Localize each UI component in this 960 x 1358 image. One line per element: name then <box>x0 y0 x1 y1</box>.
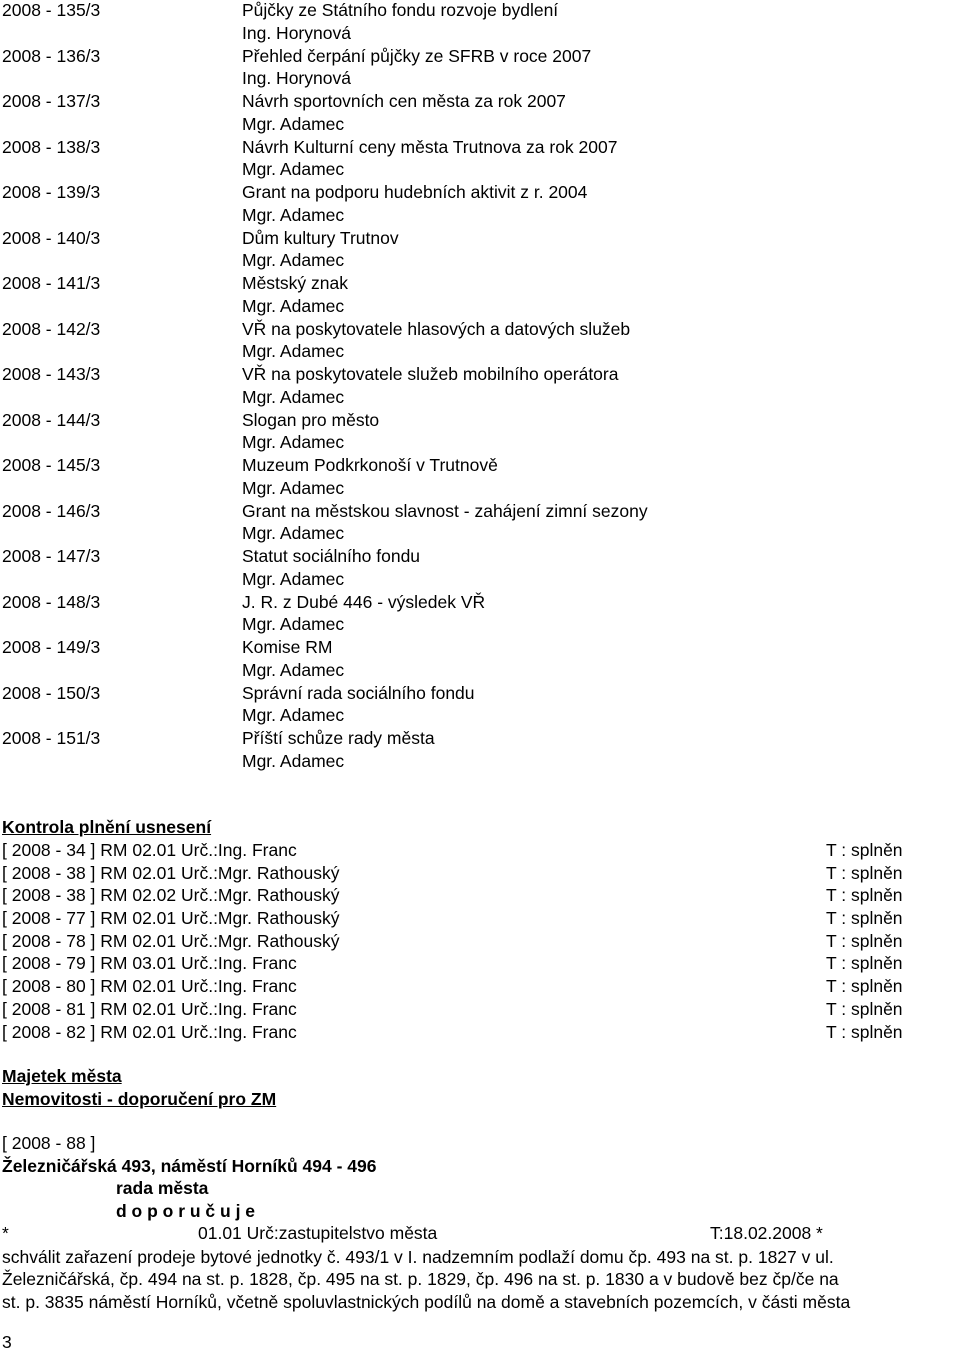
agenda-number: 2008 - 144/3 <box>2 409 101 430</box>
agenda-item <box>0 410 960 456</box>
agenda-number: 2008 - 147/3 <box>2 546 101 566</box>
agenda-title: Dům kultury Trutnov <box>242 227 399 248</box>
agenda-number: 2008 - 150/3 <box>2 682 101 703</box>
agenda-item <box>0 228 960 274</box>
agenda-item <box>0 319 960 365</box>
agenda-presenter: Mgr. Adamec <box>242 295 345 316</box>
agenda-title: VŘ na poskytovatele služeb mobilního operátora <box>242 364 619 384</box>
agenda-presenter: Mgr. Adamec <box>242 705 345 725</box>
agenda-presenter: Ing. Horynová <box>242 68 351 88</box>
kontrola-row <box>0 1022 960 1045</box>
agenda-title: Půjčky ze Státního fondu rozvoje bydlení <box>242 0 559 20</box>
kontrola-reference: [ 2008 - 80 ] RM 02.01 Urč.:Ing. Franc <box>2 976 297 997</box>
resolution-reference: [ 2008 - 88 ] <box>2 1133 96 1153</box>
kontrola-reference: [ 2008 - 82 ] RM 02.01 Urč.:Ing. Franc <box>2 1021 297 1042</box>
agenda-item <box>0 273 960 319</box>
agenda-item <box>0 592 960 638</box>
agenda-number: 2008 - 149/3 <box>2 637 101 657</box>
resolution-row <box>2 1223 952 1246</box>
agenda-presenter: Mgr. Adamec <box>242 432 345 452</box>
agenda-item <box>0 455 960 501</box>
kontrola-row <box>0 863 960 886</box>
agenda-title: Příští schůze rady města <box>242 728 435 748</box>
kontrola-status: T : splněn <box>826 998 903 1019</box>
kontrola-status: T : splněn <box>826 1021 903 1042</box>
agenda-number: 2008 - 148/3 <box>2 591 101 612</box>
agenda-presenter: Mgr. Adamec <box>242 523 345 543</box>
agenda-number: 2008 - 135/3 <box>2 0 101 20</box>
kontrola-status: T : splněn <box>826 885 903 906</box>
agenda-presenter: Mgr. Adamec <box>242 250 345 270</box>
agenda-item <box>0 364 960 410</box>
kontrola-status: T : splněn <box>826 862 903 883</box>
agenda-number: 2008 - 140/3 <box>2 227 101 248</box>
agenda-presenter: Ing. Horynová <box>242 22 351 43</box>
agenda-presenter: Mgr. Adamec <box>242 204 345 225</box>
agenda-title: J. R. z Dubé 446 - výsledek VŘ <box>242 591 486 612</box>
agenda-number: 2008 - 141/3 <box>2 273 101 293</box>
agenda-number: 2008 - 139/3 <box>2 182 101 202</box>
agenda-item <box>0 546 960 592</box>
kontrola-reference: [ 2008 - 38 ] RM 02.02 Urč.:Mgr. Rathouský <box>2 885 340 906</box>
agenda-presenter: Mgr. Adamec <box>242 568 345 589</box>
agenda-title: VŘ na poskytovatele hlasových a datových služeb <box>242 318 631 339</box>
agenda-item <box>0 637 960 683</box>
kontrola-row <box>0 908 960 931</box>
resolution-deadline: T:18.02.2008 * <box>710 1223 823 1243</box>
agenda-title: Správní rada sociálního fondu <box>242 682 475 703</box>
kontrola-row <box>0 953 960 976</box>
kontrola-heading: Kontrola plnění usnesení <box>2 817 212 837</box>
agenda-item <box>0 683 960 729</box>
agenda-title: Návrh sportovních cen města za rok 2007 <box>242 91 566 111</box>
nemovitosti-heading: Nemovitosti - doporučení pro ZM <box>2 1088 277 1109</box>
kontrola-reference: [ 2008 - 79 ] RM 03.01 Urč.:Ing. Franc <box>2 953 297 974</box>
kontrola-status: T : splněn <box>826 976 903 997</box>
resolution-marker: * <box>2 1223 9 1243</box>
agenda-number: 2008 - 151/3 <box>2 728 101 748</box>
agenda-title: Muzeum Podkrkonoší v Trutnově <box>242 455 498 475</box>
agenda-item <box>0 182 960 228</box>
resolution-text-line: schválit zařazení prodeje bytové jednotky č. 493/1 v I. nadzemním podlaží domu čp. 493 na st. p. 1827 v ul. <box>2 1246 834 1267</box>
kontrola-row <box>0 976 960 999</box>
agenda-title: Přehled čerpání půjčky ze SFRB v roce 2007 <box>242 45 592 66</box>
agenda-item <box>0 501 960 547</box>
agenda-number: 2008 - 136/3 <box>2 45 101 66</box>
agenda-number: 2008 - 143/3 <box>2 364 101 384</box>
resolution-text-line: st. p. 3835 náměstí Horníků, včetně spoluvlastnických podílů na domě a stavebních pozemcích, v části města <box>2 1291 851 1312</box>
resolution-subject: Železničářská 493, náměstí Horníků 494 - 496 <box>2 1155 377 1176</box>
agenda-presenter: Mgr. Adamec <box>242 159 345 179</box>
resolution-body: rada města <box>116 1178 209 1198</box>
agenda-title: Grant na městskou slavnost - zahájení zimní sezony <box>242 500 648 521</box>
kontrola-status: T : splněn <box>826 908 903 929</box>
agenda-number: 2008 - 145/3 <box>2 455 101 475</box>
kontrola-status: T : splněn <box>826 930 903 951</box>
kontrola-row <box>0 931 960 954</box>
kontrola-status: T : splněn <box>826 840 903 860</box>
majetek-heading: Majetek města <box>2 1066 122 1086</box>
agenda-number: 2008 - 142/3 <box>2 318 101 339</box>
agenda-item <box>0 91 960 137</box>
resolution-responsible: 01.01 Urč:zastupitelstvo města <box>198 1223 438 1243</box>
kontrola-reference: [ 2008 - 38 ] RM 02.01 Urč.:Mgr. Rathouský <box>2 862 340 883</box>
agenda-presenter: Mgr. Adamec <box>242 614 345 634</box>
agenda-item <box>0 728 960 774</box>
agenda-presenter: Mgr. Adamec <box>242 659 345 680</box>
agenda-title: Slogan pro město <box>242 409 380 430</box>
agenda-item <box>0 137 960 183</box>
kontrola-reference: [ 2008 - 77 ] RM 02.01 Urč.:Mgr. Rathouský <box>2 908 340 929</box>
agenda-number: 2008 - 146/3 <box>2 500 101 521</box>
kontrola-section <box>0 817 960 1044</box>
kontrola-row <box>0 840 960 863</box>
agenda-presenter: Mgr. Adamec <box>242 386 345 407</box>
agenda-presenter: Mgr. Adamec <box>242 341 345 361</box>
agenda-title: Grant na podporu hudebních aktivit z r. 2004 <box>242 182 588 202</box>
resolution-verb: d o p o r u č u j e <box>116 1200 256 1221</box>
agenda-title: Návrh Kulturní ceny města Trutnova za rok 2007 <box>242 136 618 157</box>
agenda-title: Komise RM <box>242 637 333 657</box>
kontrola-reference: [ 2008 - 34 ] RM 02.01 Urč.:Ing. Franc <box>2 840 297 860</box>
kontrola-reference: [ 2008 - 81 ] RM 02.01 Urč.:Ing. Franc <box>2 998 297 1019</box>
agenda-number: 2008 - 138/3 <box>2 136 101 157</box>
kontrola-status: T : splněn <box>826 953 903 974</box>
majetek-section <box>2 1066 952 1313</box>
agenda-item <box>0 0 960 46</box>
resolution-text-line: Železničářská, čp. 494 na st. p. 1828, čp. 495 na st. p. 1829, čp. 496 na st. p. 1830 a v budově bez čp/če na <box>2 1269 839 1289</box>
agenda-number: 2008 - 137/3 <box>2 91 101 111</box>
agenda-presenter: Mgr. Adamec <box>242 477 345 498</box>
agenda-title: Statut sociálního fondu <box>242 546 421 566</box>
agenda-title: Městský znak <box>242 273 348 293</box>
page-number: 3 <box>2 1332 12 1352</box>
agenda-item <box>0 46 960 92</box>
kontrola-reference: [ 2008 - 78 ] RM 02.01 Urč.:Mgr. Rathouský <box>2 930 340 951</box>
kontrola-row <box>0 999 960 1022</box>
agenda-presenter: Mgr. Adamec <box>242 750 345 771</box>
agenda-presenter: Mgr. Adamec <box>242 113 345 134</box>
kontrola-row <box>0 885 960 908</box>
